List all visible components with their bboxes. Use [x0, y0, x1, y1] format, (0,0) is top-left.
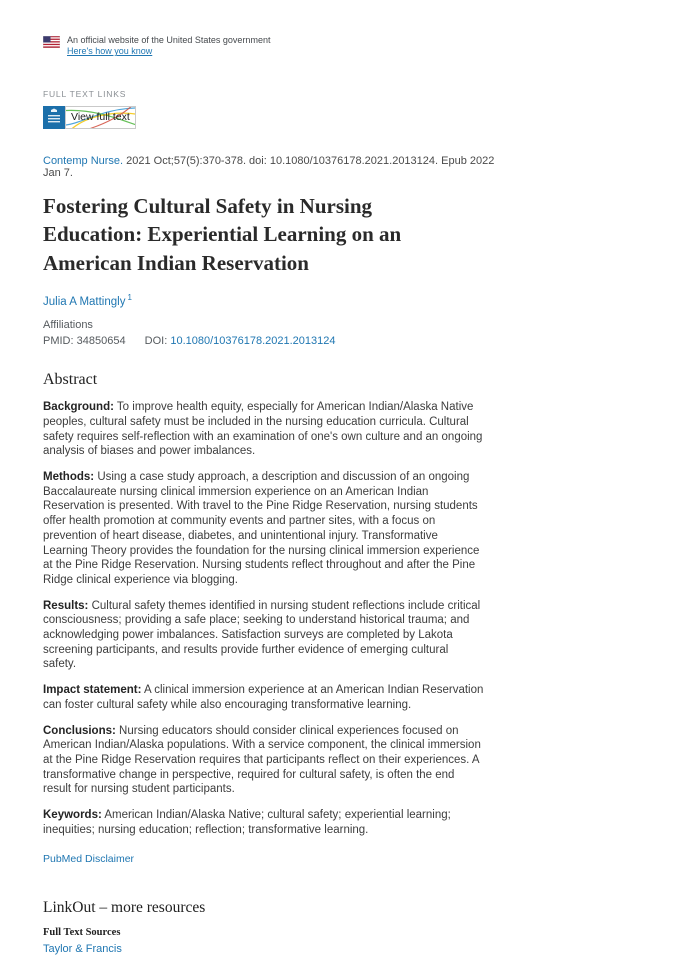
- section-text: Using a case study approach, a description and discussion of an ongoing Baccalaureate nursing clinical immersion experience on an American Indian Reservation is presented. With travel to the Pine Ridge Reservation, nursing students offer health promotion at community events and partner sites, with a focus on prevention of heart disease, diabetes, and unintentional injury. Transformative Learning Theory provides the foundation for the nursing clinical immersion experience at the Pine Ridge Reservation. Nursing students reflect throughout and after the Pine Ridge clinical experience via blogging.: [43, 471, 480, 586]
- section-text: A clinical immersion experience at an American Indian Reservation can foster cultural safety while also encouraging transformative learning.: [43, 684, 484, 711]
- journal-link[interactable]: Contemp Nurse.: [43, 154, 124, 167]
- heres-how-you-know-link[interactable]: Here's how you know: [67, 46, 153, 57]
- author-link[interactable]: Julia A Mattingly: [43, 296, 126, 309]
- identifiers-row: [43, 335, 500, 347]
- view-full-text-label: View full text: [71, 111, 130, 123]
- abstract-body: [43, 400, 484, 866]
- abstract-paragraph-conclusions: [43, 724, 484, 798]
- official-website-text: An official website of the United States government: [67, 35, 271, 45]
- abstract-paragraph-results: [43, 599, 484, 673]
- authors-row: [43, 293, 500, 308]
- abstract-paragraph-background: [43, 400, 484, 459]
- doi-link[interactable]: 10.1080/10376178.2021.2013124: [170, 335, 336, 348]
- taylor-francis-link[interactable]: Taylor & Francis: [43, 942, 122, 955]
- linkout-heading: LinkOut – more resources: [43, 898, 206, 916]
- section-label: Conclusions:: [43, 724, 116, 737]
- full-text-links-label: FULL TEXT LINKS: [43, 88, 127, 99]
- full-text-sources-label: Full Text Sources: [43, 926, 121, 938]
- pmid-value: 34850654: [76, 335, 126, 348]
- full-text-links-section: [43, 89, 500, 134]
- abstract-paragraph-methods: [43, 470, 484, 588]
- doi-label: DOI:: [144, 335, 168, 348]
- citation-line: [43, 155, 500, 179]
- pubmed-disclaimer-link[interactable]: PubMed Disclaimer: [43, 852, 135, 865]
- abstract-paragraph-keywords: [43, 808, 484, 837]
- section-text: Cultural safety themes identified in nursing student reflections include critical consciousness; providing a safe place; seeking to understand historical trauma; and acknowledging power imbalances. Satisfaction surveys are completed by Lakota screening participants, and results provide further evidence of emerging cultural safety.: [43, 599, 481, 671]
- author-affiliation-sup: 1: [127, 293, 132, 303]
- article-title: Fostering Cultural Safety in Nursing Education: Experiential Learning on an American Indian Reservation: [43, 193, 402, 276]
- affiliations-toggle[interactable]: Affiliations: [43, 319, 93, 332]
- us-flag-icon: [43, 36, 60, 48]
- citation-details: 2021 Oct;57(5):370-378. doi: 10.1080/10376178.2021.2013124. Epub 2022 Jan 7.: [43, 154, 495, 179]
- section-label: Background:: [43, 401, 114, 414]
- gov-banner: [43, 35, 500, 58]
- abstract-paragraph-impact: [43, 683, 484, 712]
- section-text: To improve health equity, especially for American Indian/Alaska Native peoples, cultural safety must be included in the nursing education curricula. Cultural safety requires self-reflection with an examination of one's own culture and an ongoing analysis of biases and power imbalances.: [43, 401, 483, 458]
- taylor-francis-logo-icon: [43, 106, 65, 129]
- section-text: American Indian/Alaska Native; cultural safety; experiential learning; inequities; nursing education; reflection; transformative learning.: [43, 809, 451, 836]
- section-label: Keywords:: [43, 809, 102, 822]
- pmid-label: PMID:: [43, 335, 74, 348]
- section-label: Impact statement:: [43, 684, 142, 697]
- section-label: Results:: [43, 599, 89, 612]
- section-label: Methods:: [43, 471, 95, 484]
- abstract-heading: Abstract: [43, 371, 98, 389]
- section-text: Nursing educators should consider clinical experiences focused on American Indian/Alaska populations. With a service component, the clinical immersion at the Pine Ridge Reservation requires that participants reflect on their experiences. A transformative change in perspective, required for cultural safety, is often the end result for nursing student participants.: [43, 724, 481, 796]
- view-full-text-button[interactable]: [43, 106, 136, 129]
